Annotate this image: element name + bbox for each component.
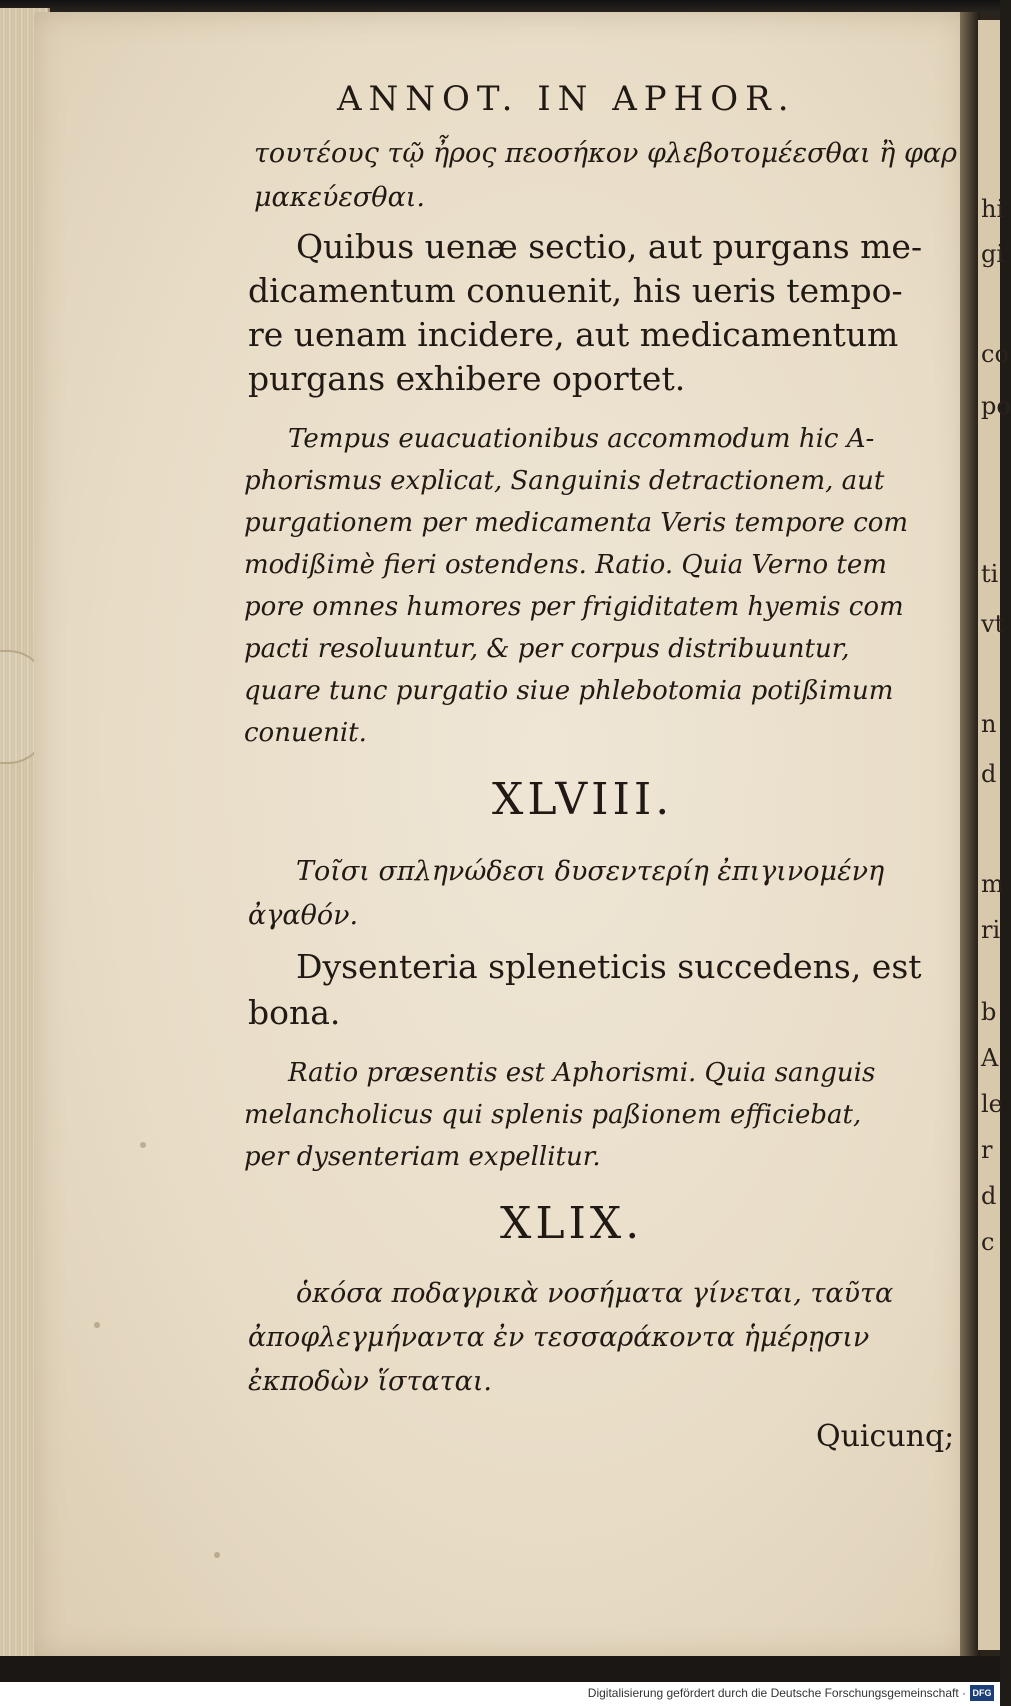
greek-text-line: τουτέους τῷ ἦρος πεοσήκον φλεβοτομέεσθαι ἢ φαρ: [254, 138, 957, 169]
facing-page-edge: [978, 20, 1011, 1650]
commentary-line: modißimè fieri ostendens. Ratio. Quia Verno tem: [244, 550, 887, 580]
facing-text-fragment: ri: [981, 916, 1001, 944]
paper-stain: [94, 1322, 100, 1328]
greek-text-line: ὁκόσα ποδαγρικὰ νοσήματα γίνεται, ταῦτα: [296, 1278, 894, 1309]
paper-stain: [140, 1142, 146, 1148]
aphorism-number: XLIX.: [500, 1198, 644, 1249]
funding-credit: Digitalisierung gefördert durch die Deutsche Forschungsgemeinschaft ·: [587, 1686, 966, 1700]
greek-text-line: Τοῖσι σπληνώδεσι δυσεντερίη ἐπιγινομένη: [296, 856, 885, 887]
scan-bottom-edge: [0, 1656, 1000, 1682]
facing-text-fragment: le: [981, 1090, 1003, 1118]
facing-text-fragment: d: [981, 1182, 997, 1210]
facing-text-fragment: vt: [981, 610, 1005, 638]
aphorism-latin-line: purgans exhibere oportet.: [248, 359, 686, 398]
aphorism-latin-line: bona.: [248, 993, 341, 1032]
greek-text-line: ἐκποδὼν ἵσταται.: [248, 1366, 492, 1397]
commentary-line: conuenit.: [244, 718, 367, 748]
commentary-line: Ratio præsentis est Aphorismi. Quia sanguis: [288, 1058, 876, 1088]
commentary-line: quare tunc purgatio siue phlebotomia potißimum: [244, 676, 894, 706]
aphorism-latin-line: Quibus uenæ sectio, aut purgans me-: [296, 227, 923, 266]
book-gutter: [960, 12, 980, 1662]
greek-text-line: μακεύεσθαι.: [254, 182, 425, 213]
greek-text-line: ἀποφλεγμήναντα ἐν τεσσαράκοντα ἡμέρῃσιν: [248, 1322, 870, 1353]
aphorism-latin-line: re uenam incidere, aut medicamentum: [248, 315, 899, 354]
commentary-line: per dysenteriam expellitur.: [244, 1142, 601, 1172]
facing-text-fragment: n: [981, 710, 997, 738]
facing-text-fragment: m: [981, 870, 1004, 898]
aphorism-number: XLVIII.: [492, 774, 674, 825]
commentary-line: melancholicus qui splenis paßionem efficiebat,: [244, 1100, 862, 1130]
facing-text-fragment: A: [981, 1044, 999, 1072]
facing-text-fragment: r: [981, 1136, 993, 1164]
greek-text-line: ἀγαθόν.: [248, 900, 359, 931]
facing-text-fragment: gi: [981, 240, 1005, 268]
commentary-line: purgationem per medicamenta Veris tempore com: [244, 508, 909, 538]
facing-text-fragment: co: [981, 340, 1009, 368]
paper-stain: [214, 1552, 220, 1558]
facing-text-fragment: ti: [981, 560, 999, 588]
commentary-line: pore omnes humores per frigiditatem hyemis com: [244, 592, 904, 622]
dfg-logo: DFG: [970, 1685, 994, 1701]
commentary-line: Tempus euacuationibus accommodum hic A-: [288, 424, 875, 454]
commentary-line: phorismus explicat, Sanguinis detractionem, aut: [244, 466, 885, 496]
book-page: [34, 12, 966, 1658]
running-header: ANNOT. IN APHOR.: [337, 79, 796, 119]
catchword: Quicunq;: [816, 1419, 955, 1454]
facing-text-fragment: hi: [981, 195, 1005, 223]
facing-text-fragment: d: [981, 760, 997, 788]
commentary-line: pacti resoluuntur, & per corpus distribuuntur,: [244, 634, 850, 664]
aphorism-latin-line: Dysenteria spleneticis succedens, est: [296, 947, 922, 986]
facing-text-fragment: po: [981, 392, 1011, 420]
digitization-footer: [0, 1682, 1000, 1706]
aphorism-latin-line: dicamentum conuenit, his ueris tempo-: [248, 271, 903, 310]
facing-text-fragment: c: [981, 1228, 995, 1256]
facing-text-fragment: b: [981, 998, 997, 1026]
